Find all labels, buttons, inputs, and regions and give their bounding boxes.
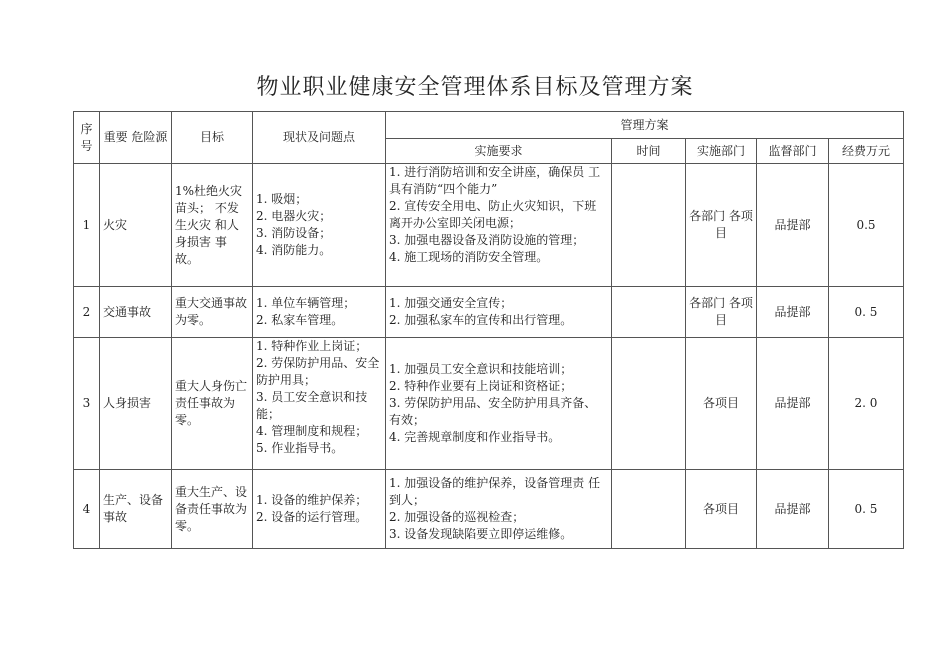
row-seq: 1 <box>74 164 100 287</box>
management-plan-table <box>73 111 904 549</box>
table-row <box>74 164 904 287</box>
requirement-item: 3. 劳保防护用品、安全防护用具齐备、有效； <box>389 396 597 427</box>
status-item: 1. 设备的维护保养； <box>256 493 368 507</box>
table-row <box>74 470 904 549</box>
requirement-item: 1. 加强员工安全意识和技能培训； <box>389 362 573 376</box>
status-item: 2. 电器火灾； <box>256 209 332 223</box>
table-row <box>74 287 904 338</box>
requirement-item: 2. 宣传安全用电、防止火灾知识，下班离开办公室即关闭电源； <box>389 199 597 230</box>
requirement-item: 1. 加强设备的维护保养，设备管理责 任到人； <box>389 476 601 507</box>
row-status <box>253 338 386 470</box>
row-requirements <box>386 470 612 549</box>
row-requirements <box>386 164 612 287</box>
status-item: 2. 设备的运行管理。 <box>256 510 368 524</box>
row-budget: 0. 5 <box>829 470 904 549</box>
status-item: 4. 消防能力。 <box>256 243 332 257</box>
header-plan: 管理方案 <box>386 112 904 139</box>
row-budget: 2. 0 <box>829 338 904 470</box>
row-impl-dept: 各项目 <box>686 338 757 470</box>
requirement-item: 1. 进行消防培训和安全讲座，确保员 工具有消防“四个能力” <box>389 165 601 196</box>
row-sup-dept: 品提部 <box>757 164 829 287</box>
requirement-item: 2. 特种作业要有上岗证和资格证； <box>389 379 573 393</box>
row-impl-dept: 各项目 <box>686 470 757 549</box>
header-time: 时间 <box>612 139 686 164</box>
requirement-item: 3. 设备发现缺陷要立即停运维修。 <box>389 527 573 541</box>
row-seq: 2 <box>74 287 100 338</box>
requirement-item: 1. 加强交通安全宣传； <box>389 296 513 310</box>
row-time <box>612 470 686 549</box>
row-time <box>612 164 686 287</box>
row-target: 1%杜绝火灾苗头； 不发生火灾 和人身损害 事故。 <box>172 164 253 287</box>
page-title: 物业职业健康安全管理体系目标及管理方案 <box>256 75 694 100</box>
status-item: 1. 特种作业上岗证； <box>256 339 368 353</box>
header-hazard: 重要 危险源 <box>100 112 172 164</box>
header-budget: 经费万元 <box>829 139 904 164</box>
status-item: 1. 吸烟； <box>256 192 308 206</box>
header-target: 目标 <box>172 112 253 164</box>
row-sup-dept: 品提部 <box>757 338 829 470</box>
row-hazard: 人身损害 <box>100 338 172 470</box>
row-target: 重大生产、设备责任事故为零。 <box>172 470 253 549</box>
row-time <box>612 287 686 338</box>
table-row <box>74 338 904 470</box>
row-time <box>612 338 686 470</box>
row-budget: 0. 5 <box>829 287 904 338</box>
row-sup-dept: 品提部 <box>757 287 829 338</box>
header-seq: 序号 <box>74 112 100 164</box>
row-requirements <box>386 287 612 338</box>
row-impl-dept: 各部门 各项目 <box>686 164 757 287</box>
row-requirements <box>386 338 612 470</box>
row-sup-dept: 品提部 <box>757 470 829 549</box>
row-hazard: 交通事故 <box>100 287 172 338</box>
row-impl-dept: 各部门 各项目 <box>686 287 757 338</box>
status-item: 3. 消防设备； <box>256 226 332 240</box>
header-requirements: 实施要求 <box>386 139 612 164</box>
row-status <box>253 164 386 287</box>
header-sup-dept: 监督部门 <box>757 139 829 164</box>
row-seq: 3 <box>74 338 100 470</box>
row-status <box>253 287 386 338</box>
status-item: 5. 作业指导书。 <box>256 441 344 455</box>
requirement-item: 4. 施工现场的消防安全管理。 <box>389 250 549 264</box>
status-item: 3. 员工安全意识和技能； <box>256 390 368 421</box>
status-item: 2. 私家车管理。 <box>256 313 344 327</box>
requirement-item: 4. 完善规章制度和作业指导书。 <box>389 430 561 444</box>
row-target: 重大交通事故为零。 <box>172 287 253 338</box>
header-impl-dept: 实施部门 <box>686 139 757 164</box>
header-status: 现状及问题点 <box>253 112 386 164</box>
requirement-item: 2. 加强私家车的宣传和出行管理。 <box>389 313 573 327</box>
requirement-item: 3. 加强电器设备及消防设施的管理； <box>389 233 585 247</box>
status-item: 4. 管理制度和规程； <box>256 424 368 438</box>
status-item: 1. 单位车辆管理； <box>256 296 356 310</box>
row-hazard: 生产、设备事故 <box>100 470 172 549</box>
row-status <box>253 470 386 549</box>
row-hazard: 火灾 <box>100 164 172 287</box>
row-seq: 4 <box>74 470 100 549</box>
header-row-top <box>74 112 904 139</box>
status-item: 2. 劳保防护用品、安全防护用具； <box>256 356 380 387</box>
requirement-item: 2. 加强设备的巡视检查； <box>389 510 525 524</box>
row-budget: 0.5 <box>829 164 904 287</box>
row-target: 重大人身伤亡责任事故为零。 <box>172 338 253 470</box>
